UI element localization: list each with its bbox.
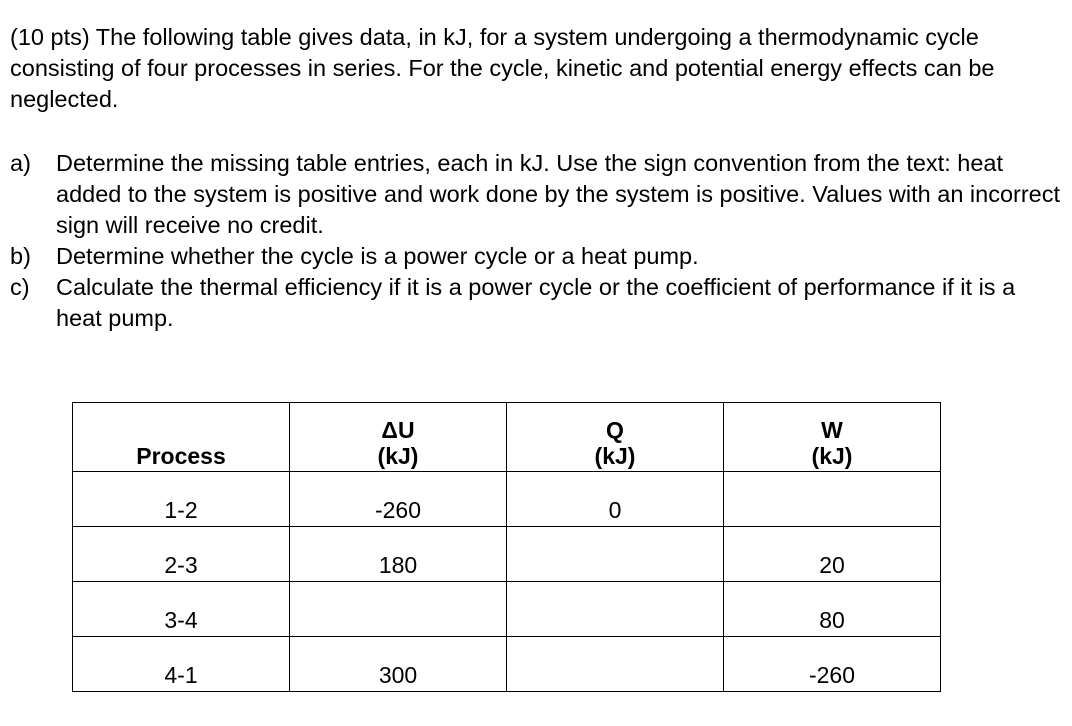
header-line2: (kJ): [811, 443, 853, 469]
cell-q: [507, 582, 724, 637]
header-line2: Process: [136, 443, 226, 469]
header-delta-u: [290, 403, 507, 472]
question-b: [10, 241, 1065, 272]
table-row: [73, 582, 941, 637]
cell-w: -260: [724, 637, 941, 692]
cell-q: 0: [507, 472, 724, 527]
header-line1: Q: [606, 417, 624, 443]
cell-process: 2-3: [73, 527, 290, 582]
question-text: Calculate the thermal efficiency if it is a power cycle or the coefficient of performance if it is a heat pump.: [56, 274, 1016, 331]
header-line1: ΔU: [381, 417, 415, 443]
cell-q: [507, 527, 724, 582]
header-q: [507, 403, 724, 472]
header-process: [73, 403, 290, 472]
question-text: Determine whether the cycle is a power cycle or a heat pump.: [56, 243, 699, 269]
cell-q: [507, 637, 724, 692]
header-line1: W: [821, 417, 843, 443]
header-line2: (kJ): [594, 443, 636, 469]
cell-process: 4-1: [73, 637, 290, 692]
table-row: [73, 637, 941, 692]
cell-delta-u: 180: [290, 527, 507, 582]
cell-process: 3-4: [73, 582, 290, 637]
question-marker: a): [10, 150, 31, 176]
cell-delta-u: [290, 582, 507, 637]
cell-w: 80: [724, 582, 941, 637]
problem-intro: (10 pts) The following table gives data, in kJ, for a system undergoing a thermodynamic cycle consisting of four processes in series. For the cycle, kinetic and potential energy effects can be neglected.: [10, 24, 995, 112]
question-a: [10, 148, 1065, 241]
header-line2: (kJ): [377, 443, 419, 469]
cell-w: [724, 472, 941, 527]
question-text: Determine the missing table entries, each in kJ. Use the sign convention from the text: heat added to the system is positive and work done by the system is positive. Values with an incorrect sign will receive no credit.: [56, 150, 1061, 238]
question-list: [10, 148, 1065, 334]
cell-delta-u: 300: [290, 637, 507, 692]
table-row: [73, 527, 941, 582]
cell-process: 1-2: [73, 472, 290, 527]
question-marker: c): [10, 274, 30, 300]
cell-w: 20: [724, 527, 941, 582]
data-table: [72, 402, 941, 692]
header-w: [724, 403, 941, 472]
question-c: [10, 272, 1065, 334]
question-marker: b): [10, 243, 31, 269]
cell-delta-u: -260: [290, 472, 507, 527]
table-header-row: [73, 403, 941, 472]
table-row: [73, 472, 941, 527]
